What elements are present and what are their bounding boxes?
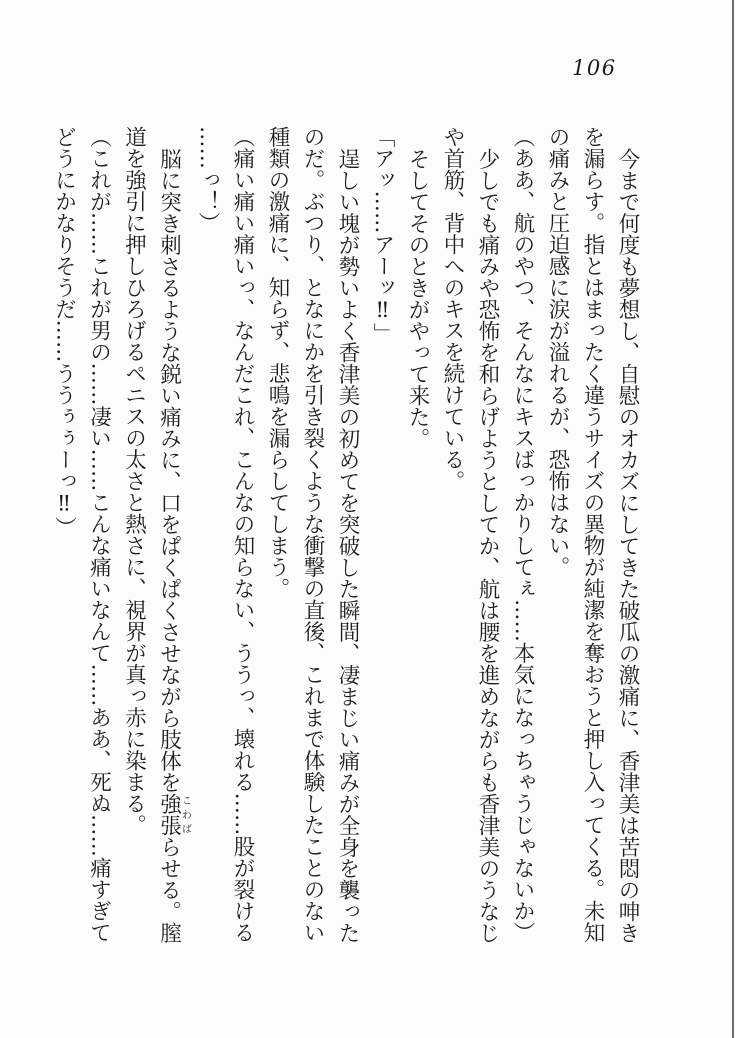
text-column: 種類の激痛に、知らず、悲鳴を漏らしてしまう。 [265,126,290,599]
page-edge-line [732,0,734,1038]
text-column: そしてそのときがやって来た。 [405,147,430,449]
text-column: （痛い痛い痛いっ、なんだこれ、こんなの知らない、ううっ、壊れる……股が裂ける [230,126,255,943]
text-column: の痛みと圧迫感に涙が溢れるが、恐怖はない。 [545,126,570,578]
text-column: ……っ！） [195,126,220,234]
text-column: を漏らす。指とはまったく違うサイズの異物が純潔を奪おうと押し入ってくる。未知 [580,126,605,943]
text-column: 「アッ……アーッ‼」 [370,126,395,345]
text-column: 道を強引に押しひろげるペニスの太さと熱さに、視界が真っ赤に染まる。 [121,126,147,836]
text-column: どうにかなりそうだ……ううぅぅーっ‼） [51,126,77,538]
page-number: 106 [572,56,617,80]
ruby-annotated-word: 強張こわば [156,792,191,836]
text-column: 逞しい塊が勢いよく香津美の初めてを突破した瞬間、凄まじい痛みが全身を襲った [335,147,360,943]
text-column: （ああ、航のやつ、そんなにキスばっかりしてぇ……本気になっちゃうじゃないか） [510,126,535,943]
text-body [47,126,646,948]
text-column: 脳に突き刺さるような鋭い痛みに、口をぱくぱくさせながら肢体を強張こわばらせる。膣 [156,147,191,943]
text-column: （これが……これが男の……凄い……こんな痛いなんて……ああ、死ぬ……痛すぎて [86,126,112,943]
text-column: や首筋、背中へのキスを続けている。 [440,126,465,492]
text-column: のだ。ぶつり、となにかを引き裂くような衝撃の直後、これまで体験したことのない [300,126,325,943]
text-column: 今まで何度も夢想し、自慰のオカズにしてきた破瓜の激痛に、香津美は苦悶の呻き [615,147,640,943]
text-column: 少しでも痛みや恐怖を和らげようとしてか、航は腰を進めながらも香津美のうなじ [475,147,500,943]
